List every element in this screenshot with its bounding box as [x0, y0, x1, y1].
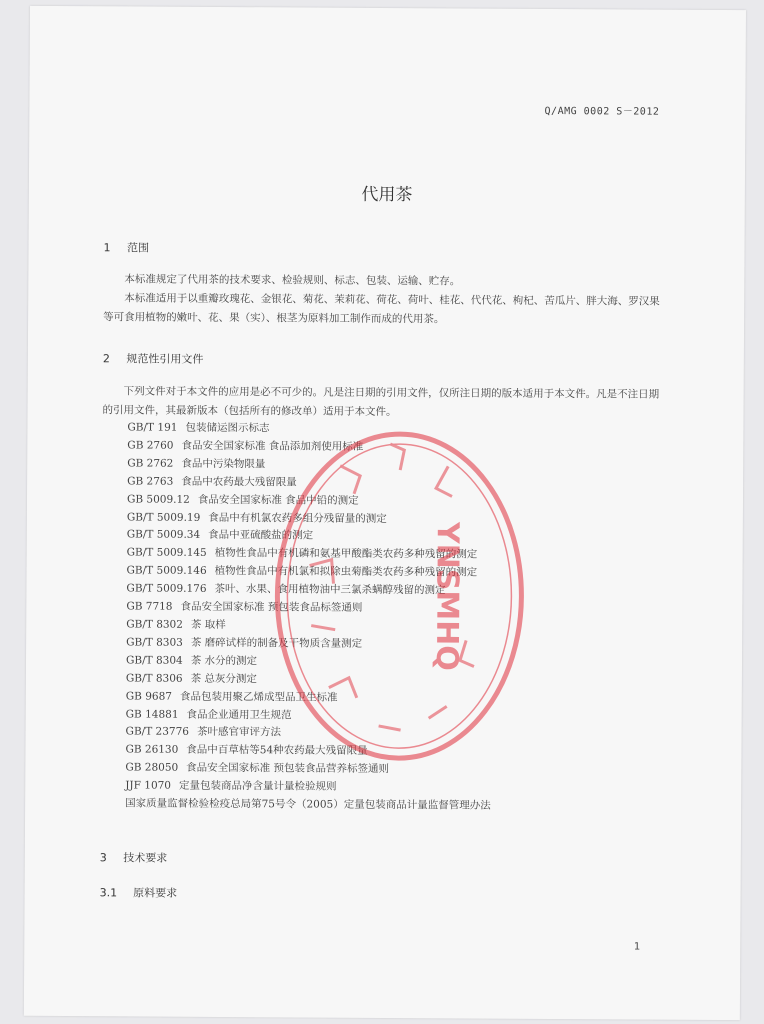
reference-code: GB/T 8303 — [126, 636, 183, 649]
section-number: 2 — [102, 352, 110, 366]
reference-code: GB 26130 — [125, 743, 179, 757]
reference-title: 食品中百草枯等54种农药最大残留限量 — [186, 744, 368, 758]
reference-item — [126, 688, 492, 708]
reference-code: GB/T 8302 — [126, 618, 183, 631]
reference-code: GB/T 191 — [127, 421, 178, 434]
reference-title: 食品安全国家标准 预包装食品营养标签通则 — [186, 762, 390, 776]
document-title: 代用茶 — [361, 184, 413, 206]
reference-code: GB/T 5009.145 — [126, 546, 207, 560]
reference-title: 国家质量监督检验检疫总局第75号令（2005）定量包装商品计量监督管理办法 — [125, 797, 491, 812]
reference-item — [127, 545, 493, 565]
section-title: 技术要求 — [123, 851, 168, 865]
reference-title: 定量包装商品净含量计量检验规则 — [178, 779, 337, 793]
reference-code: GB/T 5009.34 — [126, 528, 201, 542]
reference-code: GB 9687 — [125, 690, 173, 703]
reference-item — [127, 473, 493, 493]
reference-code: GB/T 5009.176 — [126, 582, 207, 596]
reference-item — [127, 455, 493, 475]
standard-code: Q/AMG 0002 S－2012 — [544, 105, 660, 118]
reference-item — [126, 652, 492, 672]
reference-code: GB 28050 — [125, 761, 179, 774]
document-page — [24, 6, 746, 1020]
reference-item — [127, 509, 493, 529]
reference-item — [127, 527, 493, 547]
section-title: 规范性引用文件 — [126, 352, 204, 366]
reference-code: GB/T 8306 — [125, 672, 183, 685]
reference-code: GB 2763 — [127, 475, 174, 488]
reference-title: 茶叶、水果、食用植物油中三氯杀螨醇残留的测定 — [214, 583, 446, 597]
reference-item — [125, 742, 491, 762]
reference-item — [126, 670, 492, 690]
reference-title: 食品包装用聚乙烯成型品卫生标准 — [179, 690, 338, 704]
reference-code: GB 5009.12 — [126, 493, 190, 506]
references-intro-paragraph: 下列文件对于本文件的应用是必不可少的。凡是注日期的引用文件，仅所注日期的版本适用于本文件。凡是不注日期的引用文件，其最新版本（包括所有的修改单）适用于本文件。 — [102, 385, 660, 419]
reference-code: GB 7718 — [126, 600, 173, 613]
reference-title: 茶 总灰分测定 — [190, 672, 257, 685]
reference-item — [126, 598, 492, 618]
reference-title: 茶 取样 — [190, 618, 226, 631]
reference-title: 包装储运图示标志 — [185, 421, 270, 435]
reference-item — [125, 760, 491, 780]
reference-item — [126, 706, 492, 726]
reference-item — [125, 795, 491, 815]
reference-code: GB/T 5009.19 — [126, 510, 201, 524]
reference-title: 植物性食品中有机氯和拟除虫菊酯类农药多种残留的测定 — [214, 565, 478, 579]
reference-item — [125, 778, 491, 798]
reference-title: 食品中亚硫酸盐的测定 — [208, 529, 314, 542]
reference-code: JJF 1070 — [125, 779, 172, 792]
reference-item — [127, 419, 493, 439]
seal-inner-text: YNSMHQ — [428, 521, 465, 671]
section-heading-normative-references — [103, 350, 204, 367]
reference-title: 食品安全国家标准 预包装食品标签通则 — [180, 600, 363, 614]
reference-item — [127, 437, 493, 457]
reference-item — [126, 724, 492, 744]
reference-code: GB 2762 — [127, 457, 174, 470]
scope-paragraph-2: 本标准适用于以重瓣玫瑰花、金银花、菊花、茉莉花、荷花、荷叶、桂花、代代花、枸杞、苦瓜片、胖大海、罗汉果等可食用植物的嫩叶、花、果（实）、根茎为原料加工制作而成的代用茶。 — [103, 292, 660, 326]
section-title: 范围 — [126, 241, 150, 255]
section-title: 原料要求 — [133, 886, 178, 900]
reference-code: GB/T 8304 — [125, 654, 183, 667]
reference-title: 食品中农药最大残留限量 — [181, 475, 297, 489]
reference-title: 茶 磨碎试样的制备及干物质含量测定 — [190, 636, 363, 650]
section-number: 3.1 — [99, 886, 118, 900]
scope-paragraph-1: 本标准规定了代用茶的技术要求、检验规则、标志、包装、运输、贮存。 — [124, 273, 461, 288]
reference-item — [127, 491, 493, 511]
section-heading-raw-material-requirements — [100, 884, 178, 900]
reference-item — [126, 616, 492, 636]
reference-code: GB 14881 — [125, 707, 179, 721]
reference-item — [126, 634, 492, 654]
section-number: 1 — [103, 241, 111, 255]
reference-item — [126, 581, 492, 601]
reference-code: GB/T 5009.146 — [126, 564, 207, 578]
reference-code: GB 2760 — [127, 439, 174, 452]
reference-title: 食品企业通用卫生规范 — [186, 708, 292, 721]
reference-item — [126, 563, 492, 583]
reference-code: GB/T 23776 — [125, 725, 189, 739]
reference-title: 食品安全国家标准 食品中铅的测定 — [197, 493, 359, 507]
reference-title: 食品中有机氯农药多组分残留量的测定 — [208, 511, 387, 525]
section-heading-technical-requirements — [100, 849, 168, 865]
page-number: 1 — [633, 941, 641, 953]
reference-title: 茶 水分的测定 — [190, 654, 258, 667]
reference-title: 食品中污染物限量 — [181, 457, 266, 471]
reference-title: 食品安全国家标准 食品添加剂使用标准 — [181, 439, 364, 453]
reference-list — [125, 419, 493, 815]
section-heading-scope — [103, 239, 149, 255]
section-number: 3 — [99, 851, 107, 865]
reference-title: 植物性食品中有机磷和氨基甲酸酯类农药多种残留的测定 — [214, 547, 478, 561]
reference-title: 茶叶感官审评方法 — [196, 726, 281, 739]
